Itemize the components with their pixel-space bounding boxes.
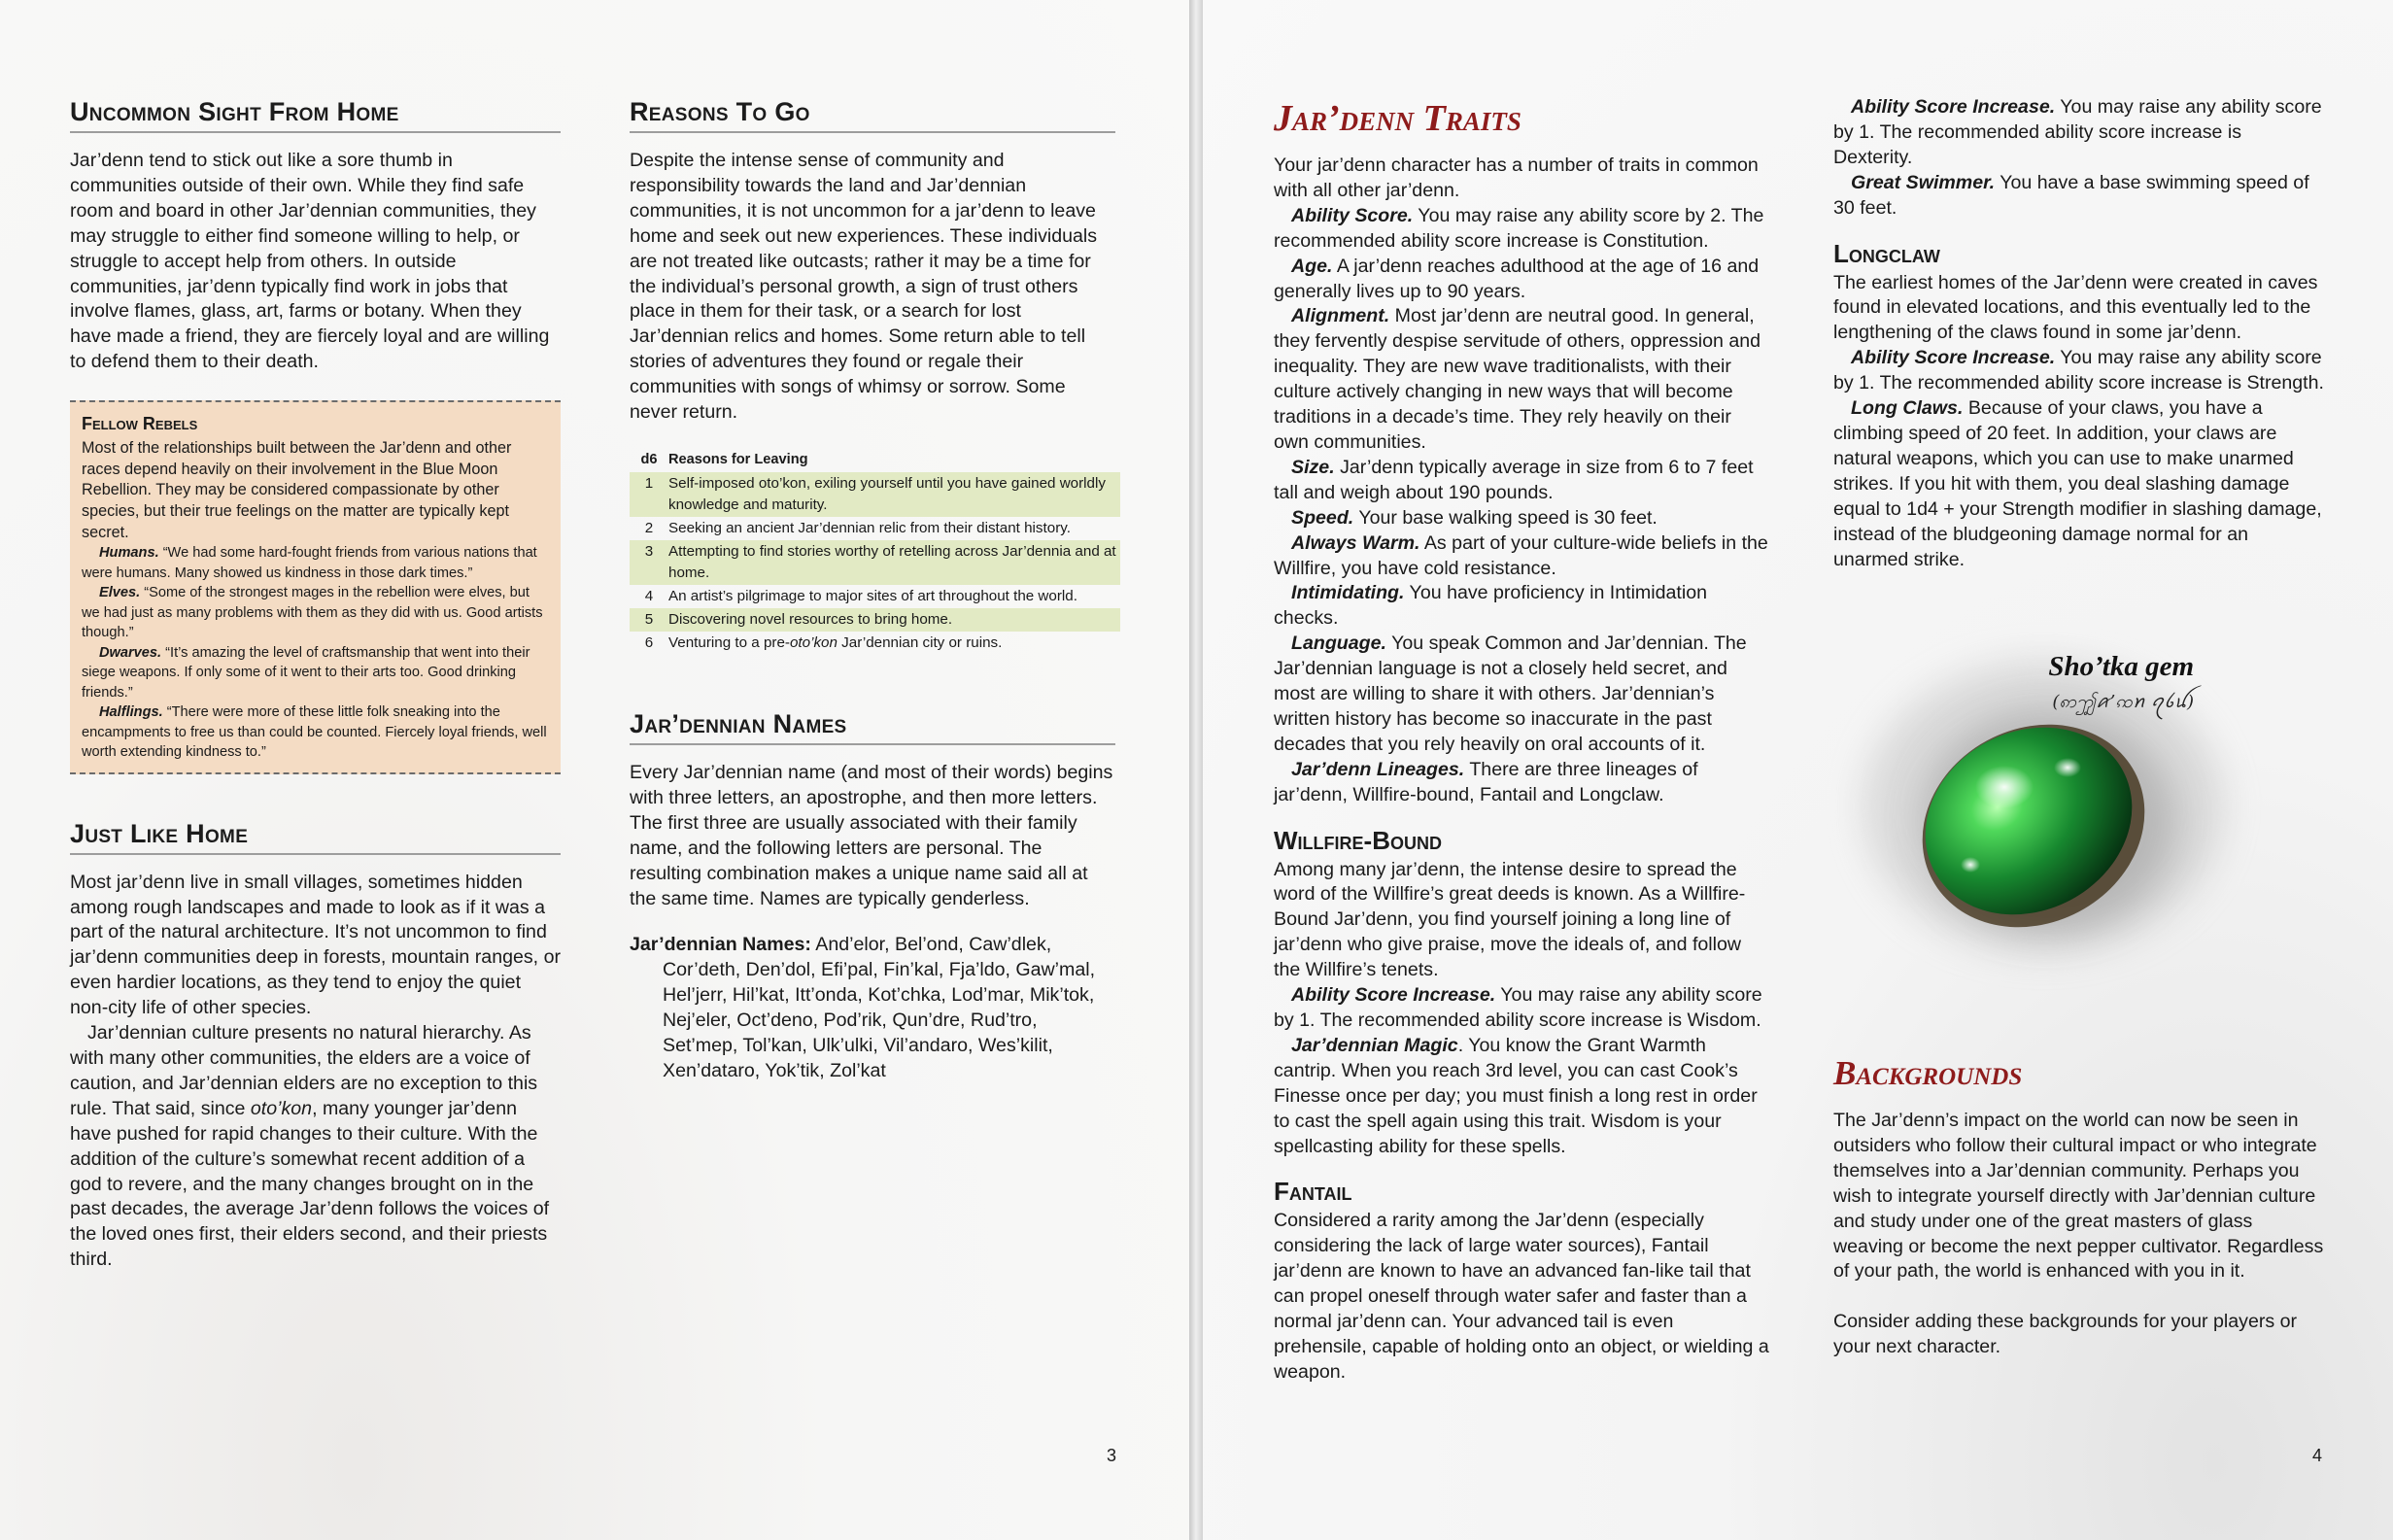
- fellow-rebels-sidebar: [70, 400, 561, 773]
- table-row: 4 An artist’s pilgrimage to major sites of art throughout the world.: [644, 587, 1077, 604]
- gem-highlight: [1975, 766, 2034, 808]
- gem-glint: [1961, 857, 1980, 873]
- trait-intimidating: Intimidating. You have proficiency in Intimidation checks.: [1274, 582, 1707, 630]
- page-number-left: 3: [1107, 1446, 1117, 1465]
- backgrounds-p2: Consider adding these backgrounds for your players or your next character.: [1833, 1311, 2298, 1358]
- willfire-body: Among many jar’denn, the intense desire to spread the word of the Willfire’s great deeds is known. As a Willfire-Bound Jar’denn, you find yourself joining a long line of jar’denn who give praise, move the ideals of, and follow the Willfire’s tenets.: [1274, 858, 1746, 981]
- uncommon-body: Jar’denn tend to stick out like a sore thumb in communities outside of their own. While they find safe room and board in other Jar’dennian communities, they may struggle to either find someone willing to help, or struggle to accept help from others. In outside communities, jar’denn typically find work in jobs that involve flames, glass, art, farms or botany. When they have made a friend, they are fiercely loyal and are willing to defend them to their death.: [70, 150, 550, 373]
- reasons-heading: Reasons To Go: [630, 97, 1115, 133]
- willfire-ability: Ability Score Increase. You may raise any ability score by 1. The recommended ability score increase is Wisdom.: [1274, 984, 1762, 1031]
- fantail-body: Considered a rarity among the Jar’denn (especially considering the lack of large water sources), Fantail jar’denn are known to have an advanced fan-like tail that can propel oneself through water safer and faster than a normal jar’denn can. Your advanced tail is even prehensile, capable of holding onto an object, or wielding a weapon.: [1274, 1210, 1769, 1383]
- column-left-2: [630, 97, 1115, 1084]
- sidebar-title: Fellow Rebels: [82, 414, 198, 434]
- page-number-right: 4: [2312, 1446, 2323, 1465]
- trait-size: Size. Jar’denn typically average in size from 6 to 7 feet tall and weigh about 190 pounds.: [1274, 456, 1754, 503]
- column-right-2: [1833, 95, 2324, 572]
- willfire-heading: Willfire-Bound: [1274, 825, 1442, 855]
- backgrounds-p1: The Jar’denn’s impact on the world can now be seen in outsiders who follow their cultural impact or who integrate themselves into a Jar’dennian community. Perhaps you wish to integrate yourself directly with Jar’dennian culture and study under one of the great masters of glass weaving or become the next pepper cultivator. Regardless of your path, the world is enhanced with you in it.: [1833, 1110, 2324, 1283]
- longclaw-heading: Longclaw: [1833, 238, 1940, 268]
- home-p1: Most jar’denn live in small villages, sometimes hidden among rough landscapes and made to look as if it was a part of the natural architecture. It’s not uncommon to find jar’denn communities deep in forests, mountain ranges, or even hardier locations, as they tend to enjoy the quiet non-city life of other species.: [70, 871, 561, 1019]
- quote-halflings: Halflings. “There were more of these little folk sneaking into the encampments to free us than could be counted. Fiercely loyal friends, well worth extending kindness to.”: [82, 704, 547, 761]
- longclaw-ability: Ability Score Increase. You may raise any ability score by 1. The recommended ability score increase is Strength.: [1833, 347, 2324, 394]
- quote-humans: Humans. “We had some hard-fought friends from various nations that were humans. Many showed us kindness in those dark times.”: [82, 545, 537, 581]
- book-gutter: [1189, 0, 1203, 1540]
- names-heading: Jar’dennian Names: [630, 709, 1115, 745]
- column-left-1: [70, 97, 561, 1273]
- names-list: Jar’dennian Names: And’elor, Bel’ond, Caw’dlek, Cor’deth, Den’dol, Efi’pal, Fin’kal, Fja’ldo, Gaw’mal, Hel’jerr, Hil’kat, Itt’onda, Kot’chka, Lod’mar, Mik’tok, Nej’eler, Oct’deno, Pod’rik, Qun’dre, Rud’tro, Set’mep, Tol’kan, Ulk’ulki, Vil’andaro, Wes’kilit, Xen’dataro, Yok’tik, Zol’kat: [630, 934, 1096, 1081]
- gem-script: (ꩱꩶꪁ’ꩡꪀ ꪖꪉꪊ): [2052, 692, 2194, 712]
- traits-heading: Jar’denn Traits: [1274, 98, 1521, 139]
- names-body: Every Jar’dennian name (and most of their words) begins with three letters, an apostrophe, and then more letters. The first three are usually associated with their family name, and the following letters are personal. The resulting combination makes a unique name said all at the same time. Names are typically genderless.: [630, 761, 1113, 909]
- table-header-row: [630, 449, 1120, 472]
- reasons-body: Despite the intense sense of community and responsibility towards the land and Jar’dennian communities, it is not uncommon for a jar’denn to leave home and seek out new experiences. These individuals are not treated like outcasts; rather it may be a time for the individual’s personal growth, a sign of trust others place in them for their task, or a search for lost Jar’dennian relics and homes. Some return able to tell stories of adventures they found or regale their communities with songs of whimsy or sorrow. Some never return.: [630, 150, 1098, 424]
- trait-age: Age. A jar’denn reaches adulthood at the age of 16 and generally lives up to 90 years.: [1274, 255, 1760, 302]
- table-header-reasons: Reasons for Leaving: [668, 451, 808, 467]
- table-row: 5 Discovering novel resources to bring home.: [630, 608, 1120, 632]
- table-row: 2 Seeking an ancient Jar’dennian relic from their distant history.: [644, 519, 1071, 536]
- trait-always-warm: Always Warm. As part of your culture-wide beliefs in the Willfire, you have cold resistance.: [1274, 531, 1768, 579]
- trait-ability-score: Ability Score. You may raise any ability score by 2. The recommended ability score increase is Constitution.: [1274, 204, 1764, 252]
- gem-title: Sho’tka gem: [2048, 651, 2194, 682]
- trait-alignment: Alignment. Most jar’denn are neutral good. In general, they fervently despise servitude of others, oppression and inequality. They are new wave traditionalists, with their culture actively changing in new ways that will become traditions in a decade’s time. They rely heavily on their own communities.: [1274, 305, 1761, 453]
- gem-highlight-small: [2054, 758, 2081, 777]
- quote-elves: Elves. “Some of the strongest mages in the rebellion were elves, but we had just as many problems with them as they did with us. Good artists though.”: [82, 585, 543, 641]
- longclaw-claws: Long Claws. Because of your claws, you have a climbing speed of 20 feet. In addition, your claws are natural weapons, which you can use to make unarmed strikes. If you hit with them, you deal slashing damage equal to 1d4 + your Strength modifier in slashing damage, instead of the bludgeoning damage normal for an unarmed strike.: [1833, 397, 2322, 570]
- longclaw-body: The earliest homes of the Jar’denn were created in caves found in elevated locations, and this eventually led to the lengthening of the claws found in some jar’denn.: [1833, 271, 2318, 344]
- backgrounds-heading: Backgrounds: [1833, 1054, 2023, 1092]
- table-header-d6: d6: [640, 451, 658, 467]
- trait-language: Language. You speak Common and Jar’dennian. The Jar’dennian language is not a closely held secret, and most are willing to share it with others. Jar’dennian’s written history has become so inaccurate in the past decades that you rely heavily on oral accounts of it.: [1274, 633, 1747, 755]
- uncommon-heading: Uncommon Sight From Home: [70, 97, 561, 133]
- fantail-swimmer: Great Swimmer. You have a base swimming speed of 30 feet.: [1833, 171, 2309, 219]
- gem-stone: [1893, 692, 2166, 950]
- quote-dwarves: Dwarves. “It’s amazing the level of craftsmanship that went into their siege weapons. If only some of it went to their arts too. Good drinking friends.”: [82, 644, 530, 701]
- traits-intro: Your jar’denn character has a number of traits in common with all other jar’denn.: [1274, 154, 1759, 201]
- trait-lineages: Jar’denn Lineages. There are three lineages of jar’denn, Willfire-bound, Fantail and Longclaw.: [1274, 758, 1698, 805]
- just-like-home-heading: Just Like Home: [70, 819, 561, 855]
- willfire-magic: Jar’dennian Magic. You know the Grant Warmth cantrip. When you reach 3rd level, you can cast Cook’s Finesse once per day; you must finish a long rest in order to cast the spell again using this trait. Wisdom is your spellcasting ability for these spells.: [1274, 1034, 1758, 1157]
- reasons-table: [630, 449, 1120, 655]
- backgrounds-section: [1833, 1054, 2324, 1360]
- sidebar-body: Most of the relationships built between the Jar’denn and other races depend heavily on their involvement in the Blue Moon Rebellion. They may be considered compassionate by other species, but their true feelings on the matter are typically kept secret.: [82, 439, 512, 541]
- gem-illustration: [1834, 622, 2242, 972]
- home-p2: Jar’dennian culture presents no natural hierarchy. As with many other communities, the elders are a voice of caution, and Jar’dennian elders are no exception to this rule. That said, since oto’kon, many younger jar’denn have pushed for rapid changes to their culture. With the addition of the culture’s somewhat recent addition of a god to revere, and the many changes brought on in the past decades, the average Jar’denn follows the voices of the loved ones first, their elders second, and their priests third.: [70, 1022, 550, 1271]
- table-row: 3 Attempting to find stories worthy of retelling across Jar’dennia and at home.: [630, 540, 1120, 585]
- gem-caption: [2048, 651, 2194, 722]
- left-page: [0, 0, 1189, 1540]
- column-right-1: [1274, 97, 1769, 1386]
- table-row: 1 Self-imposed oto’kon, exiling yourself until you have gained worldly knowledge and maturity.: [630, 472, 1120, 517]
- trait-speed: Speed. Your base walking speed is 30 feet.: [1291, 506, 1658, 529]
- fantail-ability: Ability Score Increase. You may raise any ability score by 1. The recommended ability score increase is Dexterity.: [1833, 96, 2322, 168]
- right-page: [1203, 0, 2393, 1540]
- fantail-heading: Fantail: [1274, 1177, 1352, 1207]
- table-row: 6 Venturing to a pre-oto’kon Jar’dennian city or ruins.: [644, 633, 1003, 651]
